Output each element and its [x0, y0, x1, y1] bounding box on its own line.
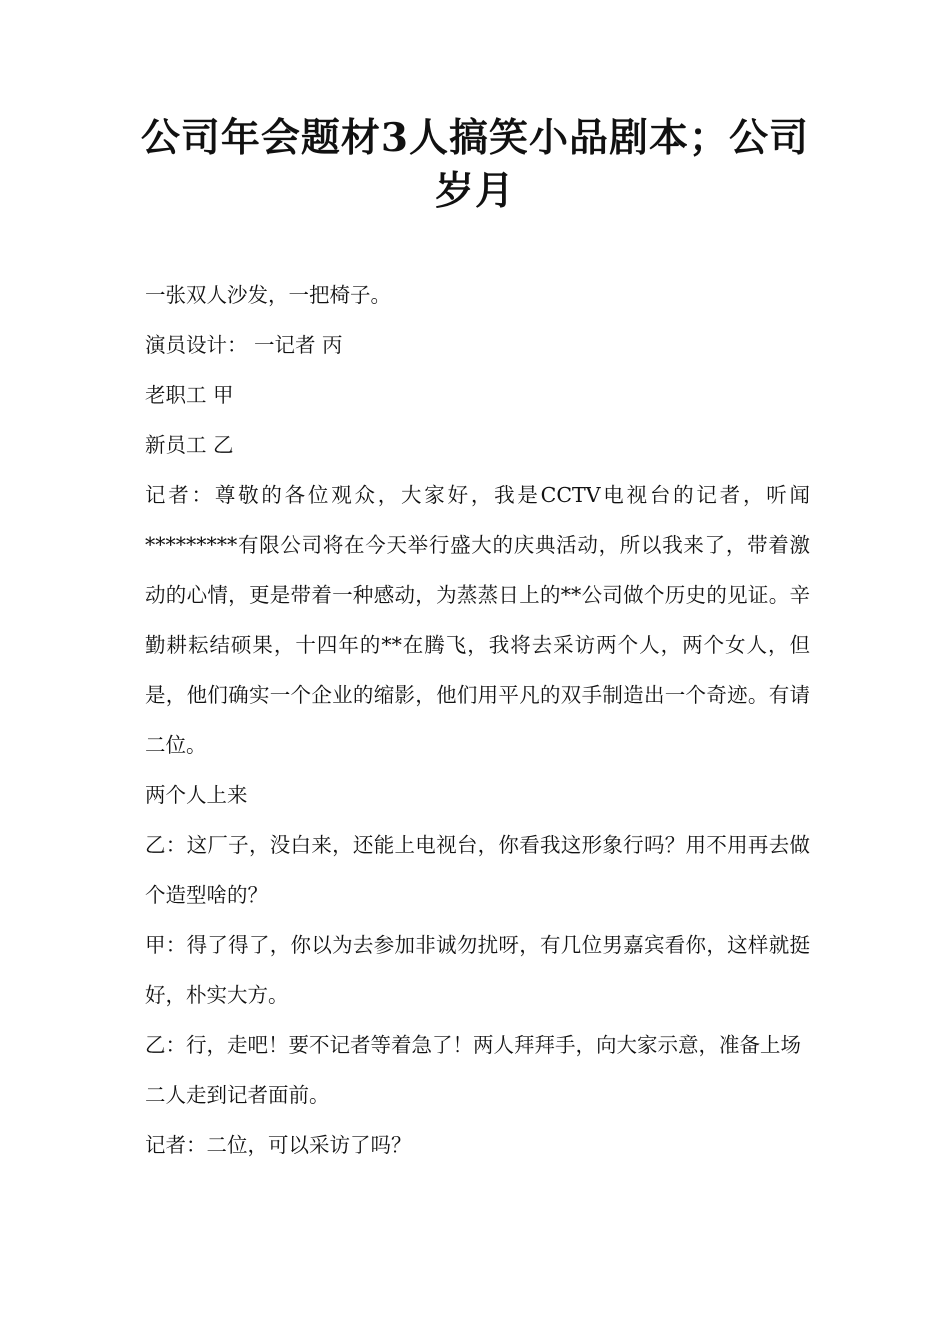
- paragraph-dialogue-yi-2: 乙：行，走吧！要不记者等着急了！两人拜拜手，向大家示意，准备上场: [145, 1033, 801, 1057]
- paragraph-cast-veteran: 老职工 甲: [145, 383, 234, 407]
- document-body: [145, 270, 810, 1170]
- paragraph-cast-reporter: 演员设计： 一记者 丙: [145, 333, 343, 357]
- paragraph-reporter-question: 记者：二位，可以采访了吗？: [145, 1133, 412, 1157]
- paragraph-dialogue-jia-1: 甲：得了得了，你以为去参加非诚勿扰呀，有几位男嘉宾看你，这样就挺好，朴实大方。: [145, 933, 810, 1007]
- paragraph-reporter-opening: 记者：尊敬的各位观众，大家好，我是CCTV电视台的记者，听闻*********有限公司将在今天举行盛大的庆典活动，所以我来了，带着激动的心情，更是带着一种感动，为蒸蒸日上的**公司做个历史的见证。辛勤耕耘结硕果，十四年的**在腾飞，我将去采访两个人，两个女人，但是，他们确实一个企业的缩影，他们用平凡的双手制造出一个奇迹。有请二位。: [145, 483, 810, 757]
- document-title-line-1: 公司年会题材3人搞笑小品剧本；公司: [140, 115, 810, 161]
- document-title-line-2: 岁月: [434, 168, 515, 214]
- paragraph-stage-setting: 一张双人沙发，一把椅子。: [145, 283, 391, 307]
- paragraph-stage-direction: 两个人上来: [145, 783, 248, 807]
- paragraph-stage-direction-2: 二人走到记者面前。: [145, 1083, 330, 1107]
- document-title: [120, 112, 830, 218]
- paragraph-cast-new-employee: 新员工 乙: [145, 433, 234, 457]
- paragraph-dialogue-yi-1: 乙：这厂子，没白来，还能上电视台，你看我这形象行吗？用不用再去做个造型啥的？: [145, 833, 810, 907]
